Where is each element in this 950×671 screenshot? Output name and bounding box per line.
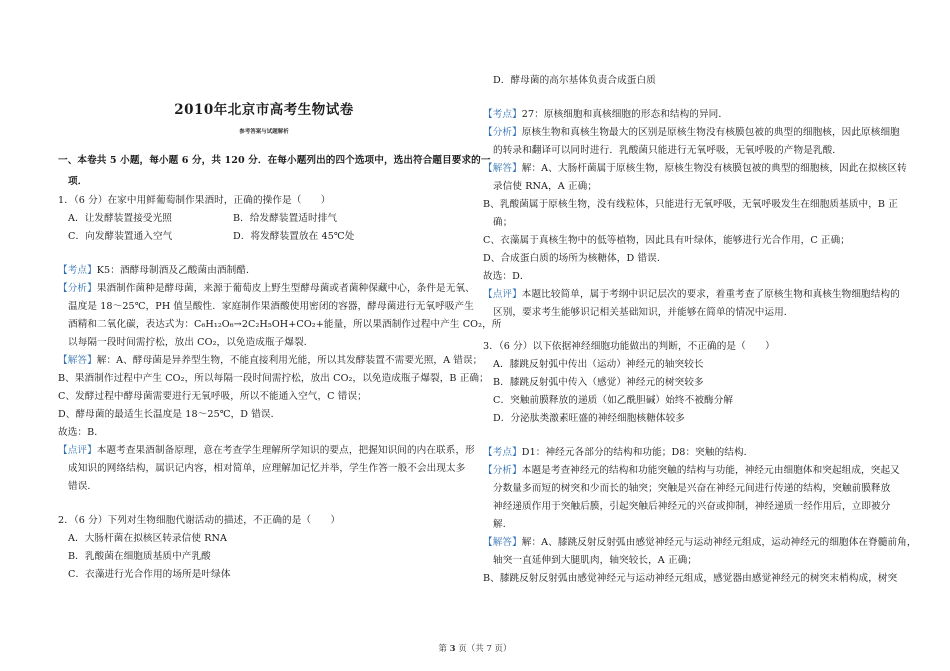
q3-fenxi-line: 分数量多而短的树突和少而长的轴突；突触是兴奋在神经元间进行传递的结构，突触前膜释放 [493, 483, 891, 494]
q1-option-c: C．向发酵装置通入空气 [68, 231, 173, 242]
section-heading: 一、本卷共 5 小题，每小题 6 分，共 120 分．在每小题列出的四个选项中，选出符合题目要求的一 [58, 155, 491, 166]
q2-jieda-line: B、乳酸菌属于原核生物，没有线粒体，只能进行无氧呼吸，无氧呼吸发生在细胞质基质中，B 正 [483, 199, 898, 210]
kaodian-tag: 【考点】 [483, 109, 522, 120]
q2-option-b: B．乳酸菌在细胞质基质中产乳酸 [68, 551, 211, 562]
q1-answer: 故选：B． [58, 427, 104, 438]
q3-option-c: C．突触前膜释放的递质（如乙酰胆碱）始终不被酶分解 [493, 395, 734, 406]
page-title: 2010年北京市高考生物试卷 [174, 102, 354, 118]
q3-fenxi-line: 解． [493, 519, 513, 530]
page-number: 3 [449, 644, 456, 654]
q1-dianping: 【点评】本题考查果酒制备原理，意在考查学生理解所学知识的要点，把握知识间的内在联系，形 [58, 445, 475, 456]
q1-option-b: B．给发酵装置适时排气 [233, 213, 338, 224]
q1-jieda: 【解答】解：A、酵母菌是异养型生物，不能直接利用光能，所以其发酵装置不需要光照，A 错误； [58, 355, 483, 366]
q1-option-a: A．让发酵装置接受光照 [68, 213, 172, 224]
q3-fenxi: 【分析】本题是考查神经元的结构和功能突触的结构与功能，神经元由细胞体和突起组成，突起又 [483, 465, 900, 476]
page-subtitle: 参考答案与试题解析 [239, 129, 289, 135]
q2-jieda-line: 确； [493, 217, 513, 228]
fenxi-tag: 【分析】 [483, 465, 522, 476]
q2-option-d: D．酵母菌的高尔基体负责合成蛋白质 [493, 75, 656, 86]
q3-option-a: A．膝跳反射弧中传出（运动）神经元的轴突较长 [493, 359, 704, 370]
q1-jieda-line: D、酵母菌的最适生长温度是 18～25℃，D 错误． [58, 409, 281, 420]
q2-dianping-line: 区别，要求考生能够识记相关基础知识，并能够在简单的情况中运用． [493, 307, 794, 318]
q2-dianping: 【点评】本题比较简单，属于考纲中识记层次的要求，着重考查了原核生物和真核生物细胞结构的 [483, 289, 900, 300]
kaodian-tag: 【考点】 [483, 447, 522, 458]
q2-jieda: 【解答】解：A、大肠杆菌属于原核生物，原核生物没有核膜包被的典型的细胞核，因此在拟核区转 [483, 163, 907, 174]
fenxi-tag: 【分析】 [483, 127, 522, 138]
q1-fenxi-line: 温度是 18～25℃，PH 值呈酸性．家庭制作果酒酸使用密闭的容器，酵母菌进行无氧呼吸产生 [68, 301, 474, 312]
q3-jieda-line: B、膝跳反射反射弧由感觉神经元与运动神经元组成，感觉器由感觉神经元的树突末梢构成，树突 [483, 573, 898, 584]
q1-kaodian: 【考点】K5：酒酵母制酒及乙酸菌由酒制醋． [58, 265, 256, 276]
q2-stem: 2．（6 分）下列对生物细胞代谢活动的描述，不正确的是（ ） [58, 515, 341, 526]
q1-option-d: D．将发酵装置放在 45℃处 [233, 231, 355, 242]
dianping-tag: 【点评】 [58, 445, 97, 456]
fenxi-tag: 【分析】 [58, 283, 97, 294]
q1-jieda-line: C、发酵过程中酵母菌需要进行无氧呼吸，所以不能通入空气，C 错误； [58, 391, 367, 402]
q1-dianping-line: 成知识的网络结构，属识记内容，相对简单，应理解加记忆并举，学生作答一般不会出现太多 [68, 463, 466, 474]
q1-stem: 1．（6 分）在家中用鲜葡萄制作果酒时，正确的操作是（ ） [58, 195, 331, 206]
q3-jieda: 【解答】解：A、膝跳反射反射弧由感觉神经元与运动神经元组成，运动神经元的细胞体在脊髓前角， [483, 537, 917, 548]
q1-dianping-line: 错误． [68, 481, 98, 492]
q2-kaodian: 【考点】27：原核细胞和真核细胞的形态和结构的异同． [483, 109, 729, 120]
q1-jieda-line: B、果酒制作过程中产生 CO₂，所以每隔一段时间需拧松，放出 CO₂，以免造成瓶子爆裂，B 正确； [58, 373, 489, 384]
q1-fenxi: 【分析】果酒制作菌种是酵母菌，来源于葡萄皮上野生型酵母菌或者菌种保藏中心，条件是无氧、 [58, 283, 475, 294]
q3-option-d: D．分泌肽类激素旺盛的神经细胞核糖体较多 [493, 413, 685, 424]
kaodian-tag: 【考点】 [58, 265, 97, 276]
q1-fenxi-line: 酒精和二氧化碳，表达式为：C₆H₁₂O₆→2C₂H₅OH+CO₂+能量，所以果酒制作过程中产生 CO₂，所 [68, 319, 502, 330]
q3-fenxi-line: 神经递质作用于突触后膜，引起突触后神经元的兴奋或抑制，神经递质一经作用后，立即被分 [493, 501, 891, 512]
page-footer: 第 3 页（共 7 页） [438, 644, 512, 654]
q2-jieda-line: D、合成蛋白质的场所为核糖体，D 错误． [483, 253, 667, 264]
jieda-tag: 【解答】 [58, 355, 97, 366]
section-heading-cont: 项． [68, 176, 88, 187]
q1-fenxi-line: 以每隔一段时间需拧松，放出 CO₂，以免造成瓶子爆裂． [68, 337, 314, 348]
q3-stem: 3．（6 分）以下依据神经细胞功能做出的判断，不正确的是（ ） [483, 341, 775, 352]
q2-answer: 故选：D． [483, 271, 530, 282]
jieda-tag: 【解答】 [483, 163, 522, 174]
q3-kaodian: 【考点】D1：神经元各部分的结构和功能；D8：突触的结构． [483, 447, 754, 458]
jieda-tag: 【解答】 [483, 537, 522, 548]
dianping-tag: 【点评】 [483, 289, 522, 300]
q2-jieda-line: 录信使 RNA，A 正确； [493, 181, 598, 192]
q2-fenxi: 【分析】原核生物和真核生物最大的区别是原核生物没有核膜包被的典型的细胞核，因此原核细胞 [483, 127, 900, 138]
q3-jieda-line: 轴突一直延伸到大腿肌肉，轴突较长，A 正确； [493, 555, 698, 566]
q2-jieda-line: C、衣藻属于真核生物中的低等植物，因此具有叶绿体，能够进行光合作用，C 正确； [483, 235, 851, 246]
q2-option-a: A．大肠杆菌在拟核区转录信使 RNA [68, 533, 228, 544]
q2-fenxi-line: 的转录和翻译可以同时进行．乳酸菌只能进行无氧呼吸，无氧呼吸的产物是乳酸． [493, 145, 842, 156]
q3-option-b: B．膝跳反射弧中传入（感觉）神经元的树突较多 [493, 377, 704, 388]
q2-option-c: C．衣藻进行光合作用的场所是叶绿体 [68, 569, 231, 580]
